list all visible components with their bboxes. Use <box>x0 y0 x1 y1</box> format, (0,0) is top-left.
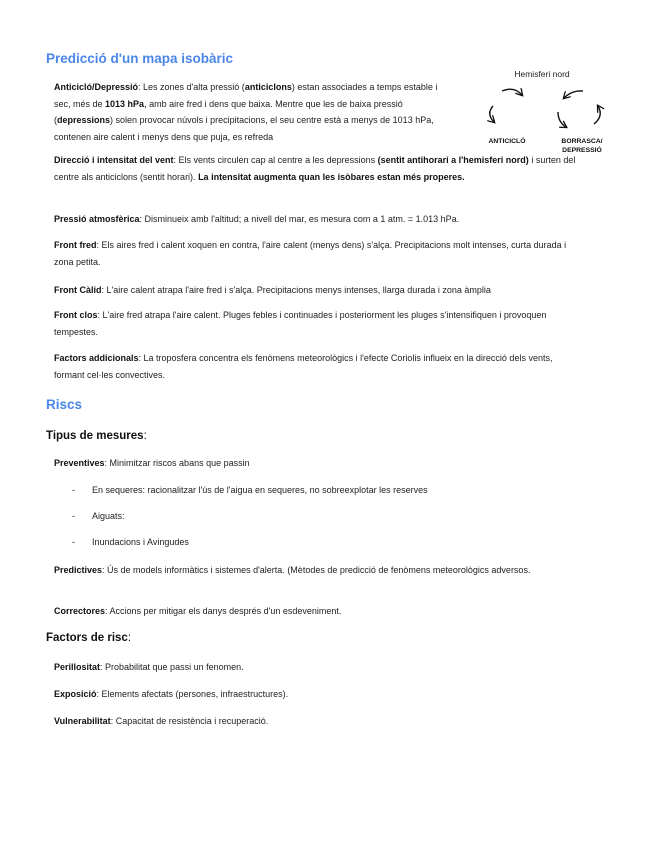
paragraph-preventive: Preventives: Minimitzar riscos abans que passin <box>54 458 250 468</box>
paragraph-atmospheric-pressure: Pressió atmosfèrica: Disminueix amb l'altitud; a nivell del mar, es mesura com a 1 atm. = 1.013 hPa. <box>54 214 460 224</box>
paragraph-exposure: Exposició: Elements afectats (persones, infraestructures). <box>54 689 289 699</box>
depression-arrow-left-icon <box>558 112 566 127</box>
section-title-isobaric-map: Predicció d'un mapa isobàric <box>46 51 234 66</box>
paragraph-anticyclone-depression: Anticicló/Depressió: Les zones d'alta pressió (anticiclons) estan associades a temps estable i sec, més de 1013 hPa, amb aire fred i dens que baixa. Mentre que les de baixa pressió (depressions) solen provocar núvols i precipitacions, el seu centre està a menys de 1013 hPa, contenen aire calent i menys dens que puja, es refreda <box>54 82 438 142</box>
depression-arrow-right-icon <box>594 106 600 124</box>
subheading-risk-factors: Factors de risc: <box>46 632 132 644</box>
figure-title: Hemisferi nord <box>514 69 570 79</box>
list-item: - Aiguats: <box>72 511 125 521</box>
depression-arrow-top-icon <box>564 91 583 98</box>
figure-label-depression-1: BORRASCA/ <box>561 138 603 145</box>
isobaric-figure <box>476 64 616 160</box>
section-title-risks: Riscs <box>46 397 83 412</box>
list-item: - Inundacions i Avingudes <box>72 537 189 547</box>
paragraph-vulnerability: Vulnerabilitat: Capacitat de resistència i recuperació. <box>54 716 269 726</box>
anticyclone-arrow-top-icon <box>502 89 522 95</box>
paragraph-cold-front: Front fred: Els aires fred i calent xoquen en contra, l'aire calent (menys dens) s'alça. Precipitacions molt intenses, curta durada i zona petita. <box>54 240 567 267</box>
paragraph-predictive: Predictives: Ús de models informàtics i sistemes d'alerta. (Mètodes de predicció de fenòmens meteorològics adversos. <box>54 565 531 575</box>
paragraph-occluded-front: Front clos: L'aire fred atrapa l'aire calent. Pluges febles i continuades i posteriorment les pluges s'intensifiquen i provoquen tempestes. <box>54 310 547 337</box>
paragraph-corrective: Correctores: Accions per mitigar els danys després d'un esdeveniment. <box>54 606 342 616</box>
paragraph-wind-direction: Direcció i intensitat del vent: Els vents circulen cap al centre a les depressions (sentit antihorari a l'hemisferi nord) i surten del centre als anticiclons (sentit horari). La intensitat augmenta quan les isòbares estan més properes. <box>54 155 576 182</box>
figure-label-anticyclone: ANTICICLÓ <box>488 138 526 145</box>
paragraph-hazard: Perillositat: Probabilitat que passi un fenomen. <box>54 662 244 672</box>
anticyclone-arrow-left-icon <box>490 106 494 122</box>
subheading-measure-types: Tipus de mesures: <box>46 430 147 442</box>
paragraph-additional-factors: Factors addicionals: La troposfera concentra els fenòmens meteorològics i l'efecte Coriolis influeix en la direcció dels vents, formant cel·les convectives. <box>54 353 553 380</box>
figure-label-depression-2: DEPRESSIÓ <box>562 147 602 154</box>
paragraph-warm-front: Front Càlid: L'aire calent atrapa l'aire fred i s'alça. Precipitacions menys intenses, llarga durada i zona àmplia <box>54 285 491 295</box>
list-item: - En sequeres: racionalitzar l'ús de l'aigua en sequeres, no sobreexplotar les reserves <box>72 485 428 495</box>
